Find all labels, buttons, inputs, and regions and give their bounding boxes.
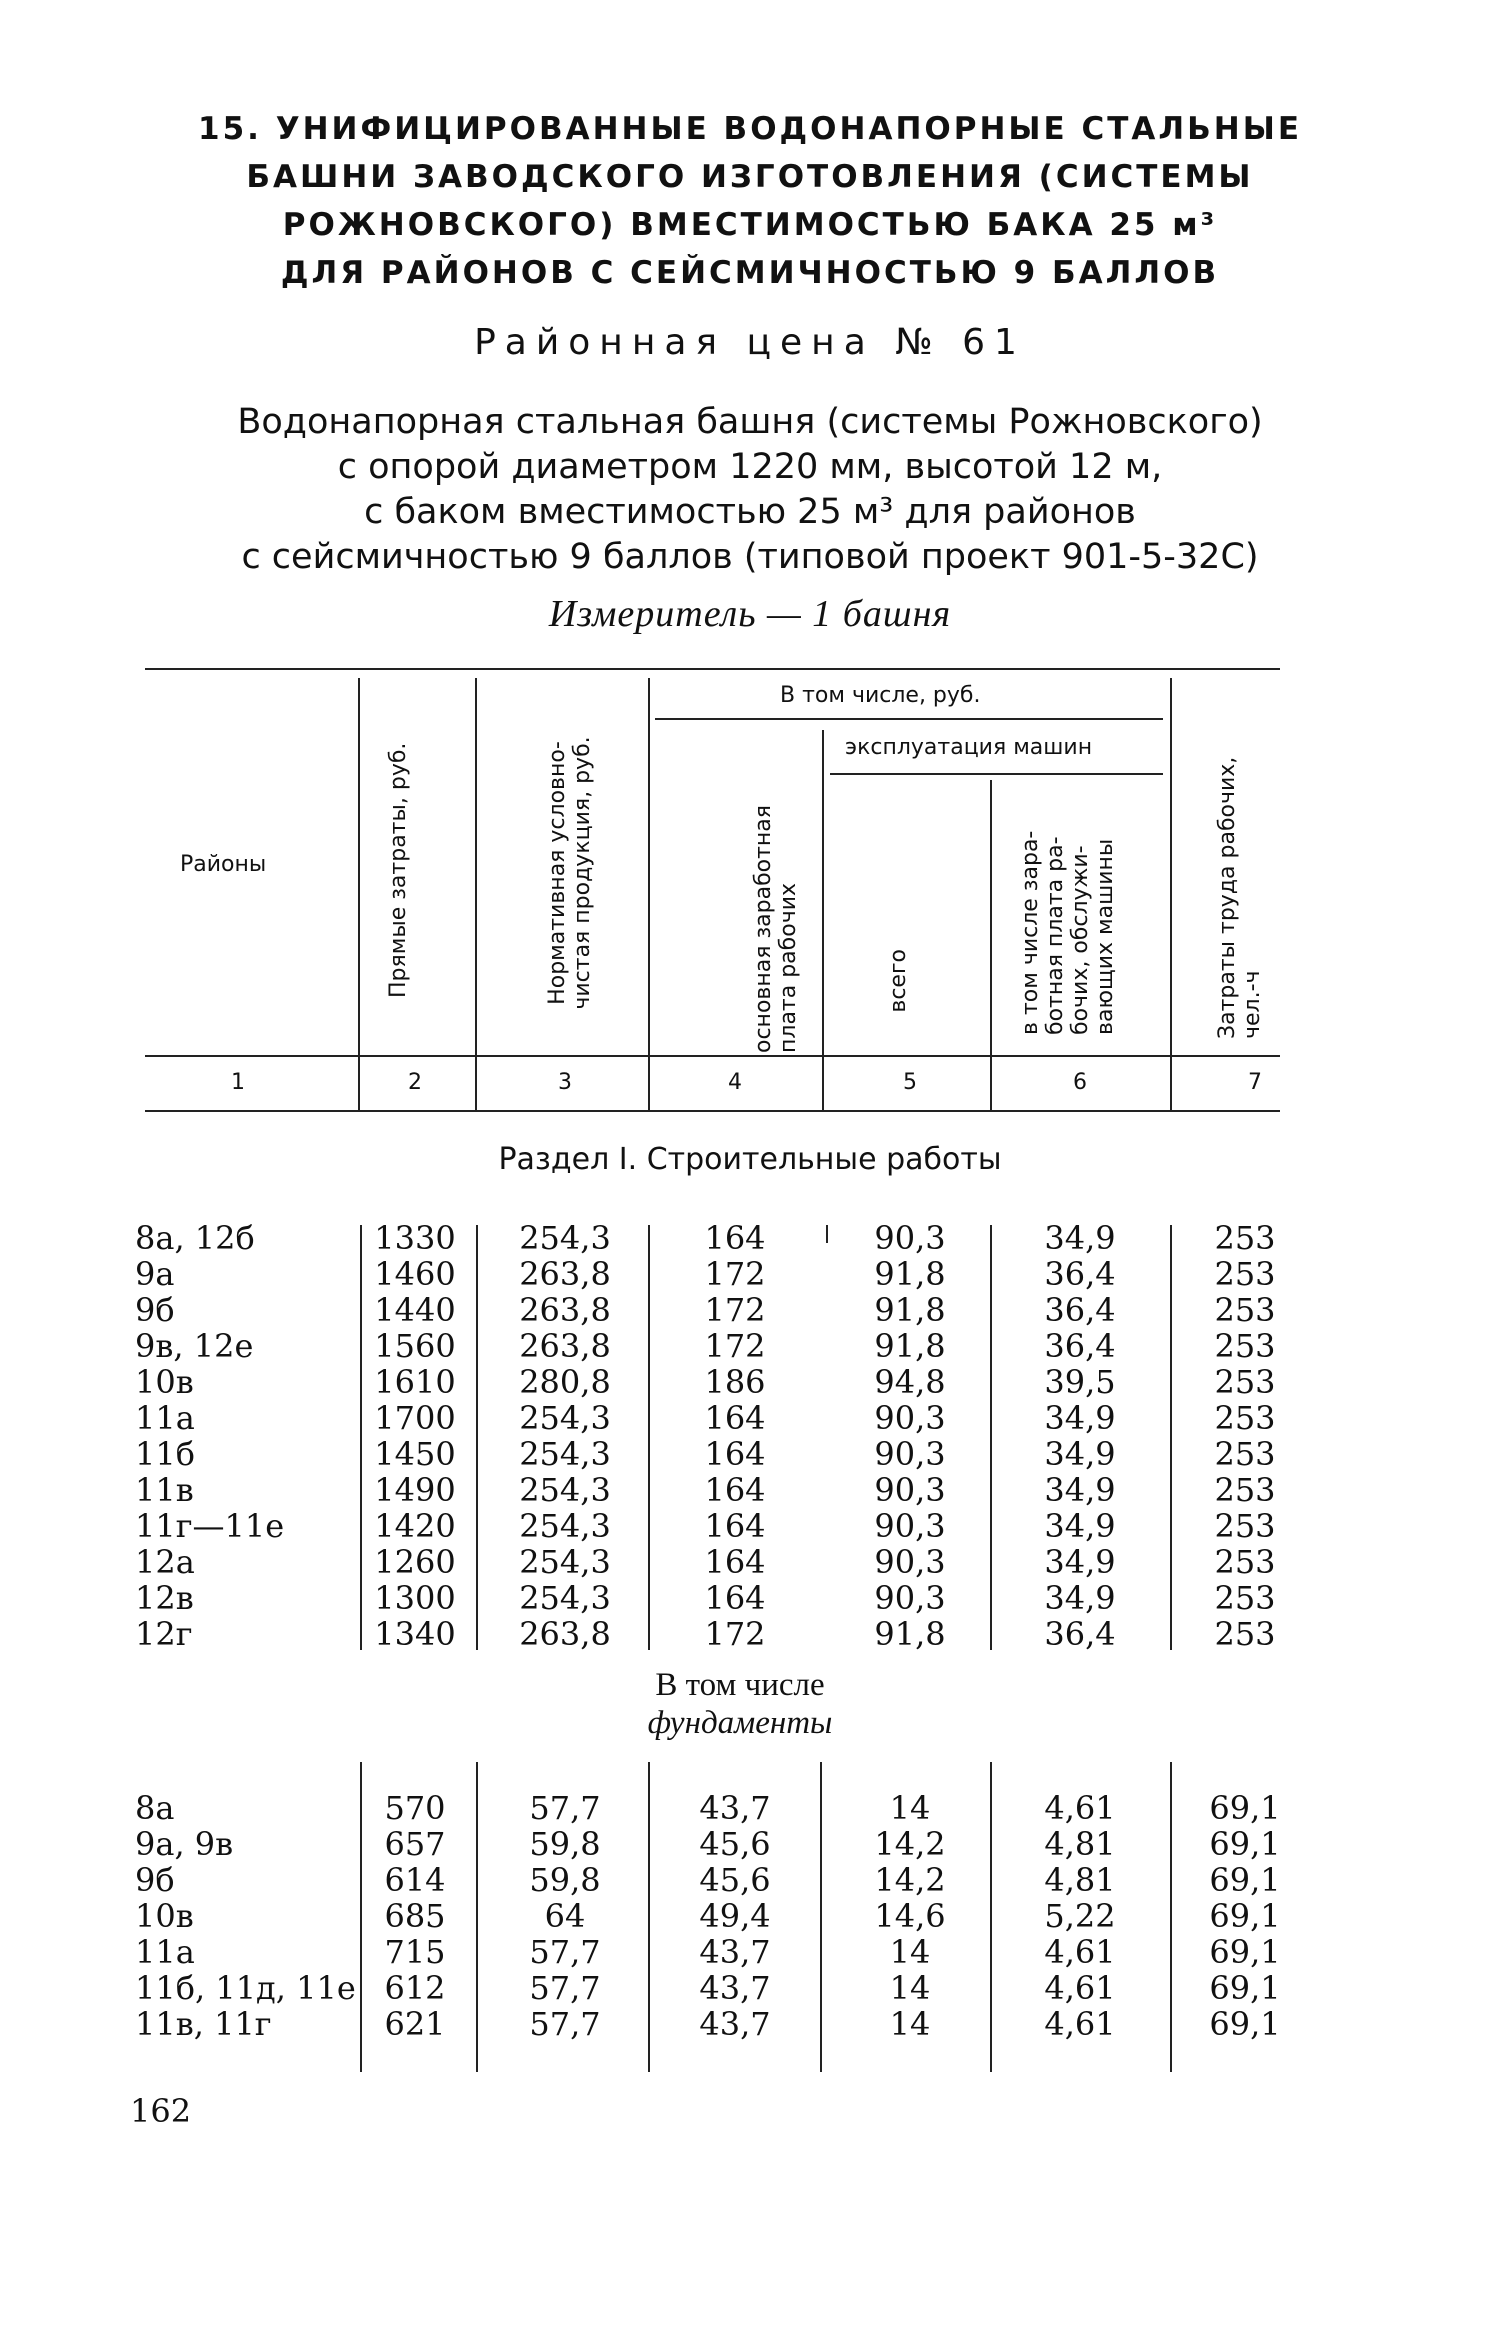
table-row bbox=[0, 1508, 1497, 1544]
cell-district: 11б bbox=[135, 1435, 195, 1473]
cell-machine-wages: 34,9 bbox=[1044, 1579, 1116, 1617]
price-title: Районная цена № 61 bbox=[474, 322, 1026, 363]
header-machines-total: всего bbox=[886, 949, 911, 1013]
column-number: 5 bbox=[903, 1070, 917, 1095]
cell-district: 9а bbox=[135, 1255, 175, 1293]
cell-base-wages: 164 bbox=[704, 1471, 766, 1509]
cell-base-wages: 172 bbox=[704, 1327, 766, 1365]
cell-machines-total: 90,3 bbox=[874, 1399, 946, 1437]
cell-district: 11в bbox=[135, 1471, 194, 1509]
cell-machine-wages: 4,61 bbox=[1044, 1969, 1116, 2007]
column-number: 7 bbox=[1248, 1070, 1262, 1095]
heading-line: БАШНИ ЗАВОДСКОГО ИЗГОТОВЛЕНИЯ (СИСТЕМЫ bbox=[246, 159, 1254, 195]
cell-machines-total: 91,8 bbox=[874, 1255, 946, 1293]
table-row bbox=[0, 1970, 1497, 2006]
cell-district: 9б bbox=[135, 1291, 175, 1329]
cell-direct-costs: 1420 bbox=[374, 1507, 456, 1545]
column-number: 4 bbox=[728, 1070, 742, 1095]
header-normative-product: Нормативная условно- чистая продукция, руб. bbox=[545, 736, 595, 1010]
cell-machines-total: 14,2 bbox=[874, 1825, 946, 1863]
heading-line: ДЛЯ РАЙОНОВ С СЕЙСМИЧНОСТЬЮ 9 БАЛЛОВ bbox=[280, 255, 1220, 291]
cell-base-wages: 164 bbox=[704, 1399, 766, 1437]
subsection-title bbox=[590, 1666, 890, 1742]
cell-machine-wages: 5,22 bbox=[1044, 1897, 1116, 1935]
cell-normative-product: 280,8 bbox=[519, 1363, 611, 1401]
header-subgroup: эксплуатация машин bbox=[845, 735, 1093, 760]
table-row bbox=[0, 1400, 1497, 1436]
table-row bbox=[0, 1544, 1497, 1580]
table-row bbox=[0, 1898, 1497, 1934]
cell-district: 11б, 11д, 11е bbox=[135, 1969, 356, 2007]
cell-normative-product: 254,3 bbox=[519, 1471, 611, 1509]
header-divider bbox=[1170, 678, 1172, 1110]
cell-machine-wages: 34,9 bbox=[1044, 1219, 1116, 1257]
cell-base-wages: 164 bbox=[704, 1435, 766, 1473]
cell-machines-total: 91,8 bbox=[874, 1291, 946, 1329]
cell-direct-costs: 1610 bbox=[374, 1363, 456, 1401]
cell-direct-costs: 1260 bbox=[374, 1543, 456, 1581]
cell-labor: 69,1 bbox=[1209, 1933, 1281, 1971]
cell-district: 11в, 11г bbox=[135, 2005, 272, 2043]
cell-district: 12г bbox=[135, 1615, 193, 1653]
cell-machine-wages: 36,4 bbox=[1044, 1327, 1116, 1365]
cell-direct-costs: 715 bbox=[384, 1933, 446, 1971]
cell-machines-total: 91,8 bbox=[874, 1615, 946, 1653]
cell-normative-product: 64 bbox=[544, 1897, 586, 1935]
cell-machines-total: 90,3 bbox=[874, 1543, 946, 1581]
column-number: 2 bbox=[408, 1070, 422, 1095]
cell-machines-total: 14,2 bbox=[874, 1861, 946, 1899]
cell-normative-product: 59,8 bbox=[529, 1861, 601, 1899]
column-number: 6 bbox=[1073, 1070, 1087, 1095]
cell-machines-total: 14 bbox=[889, 1789, 931, 1827]
cell-base-wages: 186 bbox=[704, 1363, 766, 1401]
cell-district: 8а, 12б bbox=[135, 1219, 255, 1257]
cell-machine-wages: 4,61 bbox=[1044, 2005, 1116, 2043]
cell-normative-product: 254,3 bbox=[519, 1435, 611, 1473]
section-heading bbox=[150, 105, 1350, 297]
cell-machines-total: 14 bbox=[889, 2005, 931, 2043]
cell-base-wages: 49,4 bbox=[699, 1897, 771, 1935]
cell-district: 10в bbox=[135, 1897, 194, 1935]
cell-normative-product: 263,8 bbox=[519, 1327, 611, 1365]
cell-direct-costs: 685 bbox=[384, 1897, 446, 1935]
cell-base-wages: 45,6 bbox=[699, 1825, 771, 1863]
cell-base-wages: 172 bbox=[704, 1291, 766, 1329]
cell-direct-costs: 612 bbox=[384, 1969, 446, 2007]
cell-labor: 253 bbox=[1214, 1507, 1276, 1545]
cell-normative-product: 57,7 bbox=[529, 1969, 601, 2007]
cell-district: 11а bbox=[135, 1399, 195, 1437]
header-divider bbox=[358, 678, 360, 1110]
header-districts: Районы bbox=[180, 852, 267, 877]
cell-machines-total: 91,8 bbox=[874, 1327, 946, 1365]
cell-direct-costs: 1300 bbox=[374, 1579, 456, 1617]
cell-normative-product: 254,3 bbox=[519, 1579, 611, 1617]
cell-normative-product: 254,3 bbox=[519, 1219, 611, 1257]
heading-line: РОЖНОВСКОГО) ВМЕСТИМОСТЬЮ БАКА 25 м³ bbox=[282, 207, 1218, 243]
table-row bbox=[0, 1862, 1497, 1898]
cell-direct-costs: 1450 bbox=[374, 1435, 456, 1473]
cell-machines-total: 14,6 bbox=[874, 1897, 946, 1935]
cell-machine-wages: 34,9 bbox=[1044, 1471, 1116, 1509]
cell-labor: 253 bbox=[1214, 1579, 1276, 1617]
cell-normative-product: 263,8 bbox=[519, 1291, 611, 1329]
cell-labor: 253 bbox=[1214, 1255, 1276, 1293]
cell-base-wages: 164 bbox=[704, 1219, 766, 1257]
table-row bbox=[0, 1436, 1497, 1472]
description-line: с сейсмичностью 9 баллов (типовой проект 901-5-32С) bbox=[241, 537, 1259, 577]
cell-machine-wages: 36,4 bbox=[1044, 1291, 1116, 1329]
cell-machines-total: 90,3 bbox=[874, 1435, 946, 1473]
cell-machines-total: 14 bbox=[889, 1933, 931, 1971]
subsection-title-line1: В том числе bbox=[655, 1667, 825, 1703]
numbers-bottom-rule bbox=[145, 1110, 1280, 1112]
cell-machines-total: 90,3 bbox=[874, 1471, 946, 1509]
cell-normative-product: 254,3 bbox=[519, 1543, 611, 1581]
cell-base-wages: 43,7 bbox=[699, 2005, 771, 2043]
cell-labor: 69,1 bbox=[1209, 2005, 1281, 2043]
cell-normative-product: 59,8 bbox=[529, 1825, 601, 1863]
cell-direct-costs: 614 bbox=[384, 1861, 446, 1899]
header-divider bbox=[990, 780, 992, 1110]
cell-district: 9б bbox=[135, 1861, 175, 1899]
cell-base-wages: 172 bbox=[704, 1255, 766, 1293]
description bbox=[130, 400, 1370, 580]
cell-machine-wages: 34,9 bbox=[1044, 1543, 1116, 1581]
table-row bbox=[0, 1220, 1497, 1256]
cell-labor: 253 bbox=[1214, 1399, 1276, 1437]
cell-machine-wages: 34,9 bbox=[1044, 1507, 1116, 1545]
cell-machine-wages: 4,61 bbox=[1044, 1789, 1116, 1827]
cell-base-wages: 172 bbox=[704, 1615, 766, 1653]
cell-machine-wages: 39,5 bbox=[1044, 1363, 1116, 1401]
cell-machine-wages: 4,81 bbox=[1044, 1861, 1116, 1899]
cell-normative-product: 263,8 bbox=[519, 1255, 611, 1293]
group-rule bbox=[655, 718, 1163, 720]
cell-labor: 69,1 bbox=[1209, 1789, 1281, 1827]
table-row bbox=[0, 1580, 1497, 1616]
cell-base-wages: 164 bbox=[704, 1543, 766, 1581]
cell-district: 11г—11е bbox=[135, 1507, 285, 1545]
cell-normative-product: 263,8 bbox=[519, 1615, 611, 1653]
cell-direct-costs: 621 bbox=[384, 2005, 446, 2043]
header-group: В том числе, руб. bbox=[780, 683, 981, 708]
header-labor: Затраты труда рабочих, чел.-ч bbox=[1215, 756, 1265, 1039]
heading-line: 15. УНИФИЦИРОВАННЫЕ ВОДОНАПОРНЫЕ СТАЛЬНЫЕ bbox=[198, 111, 1302, 147]
table-row bbox=[0, 1364, 1497, 1400]
cell-district: 11а bbox=[135, 1933, 195, 1971]
cell-labor: 253 bbox=[1214, 1363, 1276, 1401]
cell-machines-total: 90,3 bbox=[874, 1507, 946, 1545]
cell-base-wages: 43,7 bbox=[699, 1789, 771, 1827]
cell-labor: 253 bbox=[1214, 1291, 1276, 1329]
table-row bbox=[0, 1472, 1497, 1508]
cell-direct-costs: 1560 bbox=[374, 1327, 456, 1365]
cell-district: 10в bbox=[135, 1363, 194, 1401]
cell-district: 9в, 12е bbox=[135, 1327, 254, 1365]
cell-machines-total: 90,3 bbox=[874, 1219, 946, 1257]
header-bottom-rule bbox=[145, 1055, 1280, 1057]
cell-normative-product: 57,7 bbox=[529, 1789, 601, 1827]
cell-labor: 253 bbox=[1214, 1327, 1276, 1365]
column-number: 1 bbox=[231, 1070, 245, 1095]
cell-direct-costs: 570 bbox=[384, 1789, 446, 1827]
cell-base-wages: 43,7 bbox=[699, 1969, 771, 2007]
table-row bbox=[0, 1790, 1497, 1826]
cell-labor: 69,1 bbox=[1209, 1969, 1281, 2007]
cell-direct-costs: 1340 bbox=[374, 1615, 456, 1653]
description-line: Водонапорная стальная башня (системы Рожновского) bbox=[237, 402, 1263, 442]
cell-direct-costs: 1330 bbox=[374, 1219, 456, 1257]
cell-machine-wages: 36,4 bbox=[1044, 1255, 1116, 1293]
cell-machines-total: 14 bbox=[889, 1969, 931, 2007]
description-line: с баком вместимостью 25 м³ для районов bbox=[364, 492, 1136, 532]
cell-machines-total: 90,3 bbox=[874, 1579, 946, 1617]
table-row bbox=[0, 1292, 1497, 1328]
table-row bbox=[0, 1616, 1497, 1652]
cell-direct-costs: 1700 bbox=[374, 1399, 456, 1437]
cell-machine-wages: 4,61 bbox=[1044, 1933, 1116, 1971]
table-row bbox=[0, 1328, 1497, 1364]
column-number: 3 bbox=[558, 1070, 572, 1095]
cell-labor: 69,1 bbox=[1209, 1825, 1281, 1863]
cell-direct-costs: 1460 bbox=[374, 1255, 456, 1293]
header-divider bbox=[822, 730, 824, 1110]
description-line: с опорой диаметром 1220 мм, высотой 12 м, bbox=[337, 447, 1163, 487]
header-divider bbox=[648, 678, 650, 1110]
cell-labor: 253 bbox=[1214, 1615, 1276, 1653]
cell-labor: 253 bbox=[1214, 1471, 1276, 1509]
cell-district: 12в bbox=[135, 1579, 194, 1617]
table-row bbox=[0, 1934, 1497, 1970]
cell-base-wages: 45,6 bbox=[699, 1861, 771, 1899]
cell-machine-wages: 36,4 bbox=[1044, 1615, 1116, 1653]
cell-labor: 69,1 bbox=[1209, 1897, 1281, 1935]
table-row bbox=[0, 1256, 1497, 1292]
cell-normative-product: 57,7 bbox=[529, 2005, 601, 2043]
cell-direct-costs: 1440 bbox=[374, 1291, 456, 1329]
cell-labor: 253 bbox=[1214, 1435, 1276, 1473]
cell-district: 9а, 9в bbox=[135, 1825, 234, 1863]
cell-labor: 253 bbox=[1214, 1219, 1276, 1257]
header-divider bbox=[475, 678, 477, 1110]
page-number: 162 bbox=[130, 2092, 192, 2130]
cell-base-wages: 164 bbox=[704, 1507, 766, 1545]
cell-labor: 69,1 bbox=[1209, 1861, 1281, 1899]
table-row bbox=[0, 2006, 1497, 2042]
table-top-rule bbox=[145, 668, 1280, 670]
subsection-title-line2: фундаменты bbox=[647, 1705, 833, 1741]
cell-normative-product: 254,3 bbox=[519, 1507, 611, 1545]
cell-direct-costs: 657 bbox=[384, 1825, 446, 1863]
cell-base-wages: 164 bbox=[704, 1579, 766, 1617]
header-base-wages: основная заработная плата рабочих bbox=[751, 804, 801, 1053]
section-title: Раздел I. Строительные работы bbox=[498, 1142, 1002, 1177]
cell-district: 8а bbox=[135, 1789, 175, 1827]
cell-labor: 253 bbox=[1214, 1543, 1276, 1581]
cell-machines-total: 94,8 bbox=[874, 1363, 946, 1401]
cell-base-wages: 43,7 bbox=[699, 1933, 771, 1971]
cell-machine-wages: 34,9 bbox=[1044, 1435, 1116, 1473]
measure-unit: Измеритель — 1 башня bbox=[548, 593, 952, 635]
cell-machine-wages: 34,9 bbox=[1044, 1399, 1116, 1437]
table-row bbox=[0, 1826, 1497, 1862]
cell-normative-product: 254,3 bbox=[519, 1399, 611, 1437]
cell-normative-product: 57,7 bbox=[529, 1933, 601, 1971]
cell-district: 12а bbox=[135, 1543, 195, 1581]
cell-machine-wages: 4,81 bbox=[1044, 1825, 1116, 1863]
header-machine-wages: в том числе зара- ботная плата ра- бочих, обслужи- вающих машины bbox=[1018, 830, 1118, 1035]
header-direct-costs: Прямые затраты, руб. bbox=[386, 742, 411, 998]
cell-direct-costs: 1490 bbox=[374, 1471, 456, 1509]
